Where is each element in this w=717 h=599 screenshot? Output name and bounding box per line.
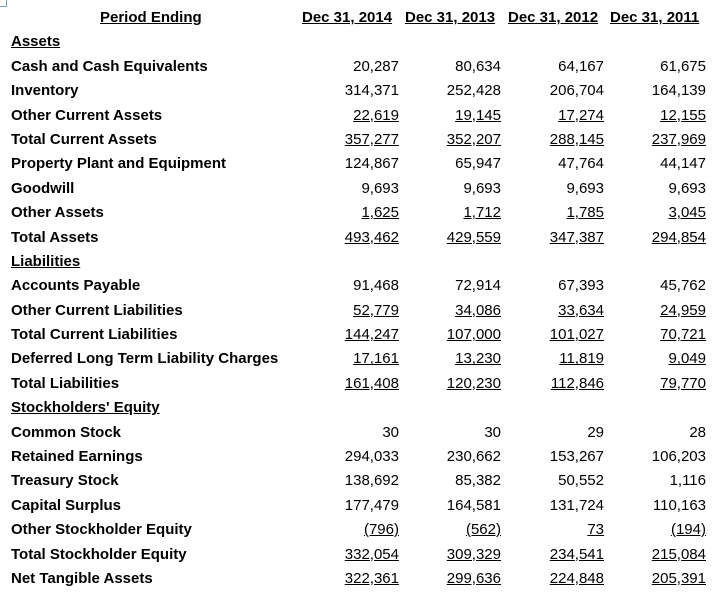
value-column-2014	[307, 372, 399, 396]
value-column-2011	[614, 274, 706, 298]
value-cell-2014: 177,479	[344, 496, 399, 514]
value-column-2012	[512, 518, 604, 542]
value-column-2012	[512, 79, 604, 103]
table-row	[0, 177, 717, 201]
value-column-2011	[614, 323, 706, 347]
row-label: Net Tangible Assets	[11, 569, 153, 587]
value-cell-2013: 164,581	[446, 496, 501, 514]
value-cell-2012: 50,552	[558, 472, 604, 490]
value-column-2013	[409, 274, 501, 298]
value-column-2013	[409, 567, 501, 591]
section-header-row	[0, 30, 717, 54]
value-cell-2011: 70,721	[660, 326, 706, 344]
value-column-2013	[409, 372, 501, 396]
value-column-2014	[307, 445, 399, 469]
value-column-2012	[512, 128, 604, 152]
value-column-2011	[614, 299, 706, 323]
value-cell-2011: 44,147	[660, 155, 706, 173]
value-cell-2011: 28	[689, 423, 706, 441]
value-column-2012	[512, 494, 604, 518]
row-label: Deferred Long Term Liability Charges	[11, 350, 279, 368]
value-column-2012	[512, 104, 604, 128]
value-column-2013	[409, 201, 501, 225]
value-column-2012	[512, 226, 604, 250]
value-cell-2013: 85,382	[455, 472, 501, 490]
table-row	[0, 494, 717, 518]
value-cell-2014: 20,287	[353, 57, 399, 75]
value-cell-2011: 79,770	[660, 374, 706, 392]
value-cell-2013: 107,000	[446, 326, 501, 344]
value-cell-2011: 294,854	[651, 228, 706, 246]
value-cell-2014: 124,867	[344, 155, 399, 173]
value-column-2011	[614, 152, 706, 176]
row-label: Total Current Assets	[11, 130, 157, 148]
table-row	[0, 421, 717, 445]
value-column-2014	[307, 347, 399, 371]
value-cell-2013: 13,230	[455, 350, 501, 368]
value-cell-2014: 9,693	[361, 179, 399, 197]
value-column-2011	[614, 347, 706, 371]
value-column-2014	[307, 543, 399, 567]
table-row	[0, 445, 717, 469]
value-column-2011	[614, 55, 706, 79]
value-cell-2012: 153,267	[549, 448, 604, 466]
value-cell-2013: 80,634	[455, 57, 501, 75]
value-column-2013	[409, 226, 501, 250]
period-header-2014: Dec 31, 2014	[302, 9, 393, 26]
value-column-2014	[307, 421, 399, 445]
value-column-2011	[614, 372, 706, 396]
value-cell-2012: 224,848	[549, 569, 604, 587]
row-label: Total Liabilities	[11, 374, 120, 392]
value-cell-2012: 33,634	[558, 301, 604, 319]
value-column-2014	[307, 79, 399, 103]
value-cell-2014: 52,779	[353, 301, 399, 319]
balance-sheet-table	[0, 6, 717, 591]
value-column-2014	[307, 567, 399, 591]
value-column-2014	[307, 274, 399, 298]
table-row	[0, 152, 717, 176]
value-cell-2011: 24,959	[660, 301, 706, 319]
value-column-2013	[409, 55, 501, 79]
table-row	[0, 274, 717, 298]
row-label: Total Current Liabilities	[11, 326, 178, 344]
value-cell-2012: 1,785	[566, 204, 604, 222]
value-column-2011	[614, 445, 706, 469]
value-column-2011	[614, 177, 706, 201]
value-cell-2014: 17,161	[353, 350, 399, 368]
table-row	[0, 299, 717, 323]
value-column-2012	[512, 567, 604, 591]
value-column-2012	[512, 55, 604, 79]
value-cell-2012: 9,693	[566, 179, 604, 197]
value-column-2013	[409, 421, 501, 445]
value-cell-2013: 252,428	[446, 82, 501, 100]
value-cell-2013: 309,329	[446, 545, 501, 563]
value-cell-2012: 131,724	[549, 496, 604, 514]
value-column-2011	[614, 226, 706, 250]
value-cell-2011: 110,163	[652, 496, 706, 514]
value-cell-2013: 299,636	[446, 569, 501, 587]
value-column-2012	[512, 274, 604, 298]
value-column-2012	[512, 445, 604, 469]
value-cell-2014: 22,619	[353, 106, 399, 124]
value-column-2013	[409, 494, 501, 518]
row-label: Retained Earnings	[11, 448, 143, 466]
value-cell-2014: (796)	[363, 521, 399, 539]
row-label: Property Plant and Equipment	[11, 155, 227, 173]
value-cell-2014: 161,408	[344, 374, 399, 392]
value-cell-2011: 237,969	[651, 130, 706, 148]
value-column-2014	[307, 128, 399, 152]
value-column-2014	[307, 55, 399, 79]
value-cell-2012: 11,819	[559, 350, 604, 368]
value-column-2012	[512, 347, 604, 371]
row-label: Total Stockholder Equity	[11, 545, 187, 563]
value-column-2013	[409, 347, 501, 371]
value-cell-2012: 47,764	[558, 155, 604, 173]
value-column-2014	[307, 518, 399, 542]
value-cell-2011: 106,203	[651, 448, 706, 466]
section-header-row	[0, 396, 717, 420]
value-cell-2012: 234,541	[549, 545, 604, 563]
value-column-2013	[409, 177, 501, 201]
table-row	[0, 469, 717, 493]
value-cell-2014: 91,468	[353, 277, 399, 295]
value-cell-2013: 19,145	[455, 106, 501, 124]
value-cell-2011: 3,045	[668, 204, 706, 222]
value-column-2013	[409, 104, 501, 128]
value-column-2012	[512, 372, 604, 396]
value-cell-2012: 112,846	[550, 374, 604, 392]
value-cell-2011: 45,762	[660, 277, 706, 295]
value-cell-2014: 357,277	[344, 130, 399, 148]
value-column-2012	[512, 543, 604, 567]
value-cell-2012: 288,145	[549, 130, 604, 148]
value-cell-2014: 493,462	[344, 228, 399, 246]
value-column-2014	[307, 323, 399, 347]
table-row	[0, 104, 717, 128]
value-column-2013	[409, 543, 501, 567]
period-header-2011: Dec 31, 2011	[610, 9, 700, 26]
period-ending-header: Period Ending	[100, 9, 202, 26]
value-column-2014	[307, 494, 399, 518]
value-column-2013	[409, 79, 501, 103]
value-cell-2011: (194)	[670, 521, 706, 539]
value-cell-2013: (562)	[465, 521, 501, 539]
table-row	[0, 201, 717, 225]
value-column-2014	[307, 201, 399, 225]
value-cell-2014: 332,054	[344, 545, 399, 563]
section-header-row	[0, 250, 717, 274]
period-header-2013: Dec 31, 2013	[405, 9, 496, 26]
value-column-2014	[307, 104, 399, 128]
table-row	[0, 567, 717, 591]
value-column-2013	[409, 152, 501, 176]
section-label: Assets	[11, 33, 61, 51]
value-column-2012	[512, 152, 604, 176]
value-cell-2014: 30	[382, 423, 399, 441]
value-column-2012	[512, 299, 604, 323]
section-label: Liabilities	[11, 252, 81, 270]
row-label: Goodwill	[11, 179, 75, 197]
row-label: Common Stock	[11, 423, 122, 441]
value-column-2014	[307, 177, 399, 201]
table-row	[0, 226, 717, 250]
value-column-2012	[512, 177, 604, 201]
value-column-2013	[409, 518, 501, 542]
value-cell-2011: 1,116	[669, 472, 706, 490]
value-column-2011	[614, 469, 706, 493]
row-label: Other Current Liabilities	[11, 301, 183, 319]
value-column-2014	[307, 152, 399, 176]
value-column-2012	[512, 469, 604, 493]
row-label: Other Current Assets	[11, 106, 163, 124]
value-column-2011	[614, 104, 706, 128]
value-cell-2012: 64,167	[558, 57, 604, 75]
table-row	[0, 372, 717, 396]
value-cell-2012: 67,393	[558, 277, 604, 295]
value-cell-2013: 9,693	[463, 179, 501, 197]
value-column-2011	[614, 79, 706, 103]
value-column-2011	[614, 494, 706, 518]
value-cell-2013: 72,914	[455, 277, 501, 295]
table-row	[0, 347, 717, 371]
value-cell-2012: 73	[587, 521, 604, 539]
row-label: Cash and Cash Equivalents	[11, 57, 208, 75]
table-row	[0, 55, 717, 79]
value-column-2011	[614, 518, 706, 542]
value-cell-2013: 30	[484, 423, 501, 441]
value-cell-2013: 65,947	[455, 155, 501, 173]
value-cell-2011: 215,084	[651, 545, 706, 563]
value-cell-2013: 1,712	[463, 204, 501, 222]
value-cell-2013: 120,230	[446, 374, 501, 392]
value-column-2011	[614, 567, 706, 591]
value-cell-2014: 314,371	[344, 82, 399, 100]
value-column-2014	[307, 469, 399, 493]
value-cell-2011: 164,139	[651, 82, 706, 100]
value-cell-2012: 29	[587, 423, 604, 441]
value-cell-2013: 230,662	[446, 448, 501, 466]
value-column-2011	[614, 543, 706, 567]
section-label: Stockholders' Equity	[11, 399, 160, 417]
value-cell-2012: 206,704	[549, 82, 604, 100]
value-cell-2014: 144,247	[344, 326, 399, 344]
value-cell-2012: 347,387	[549, 228, 604, 246]
table-row	[0, 518, 717, 542]
value-cell-2014: 1,625	[361, 204, 399, 222]
value-column-2011	[614, 201, 706, 225]
row-label: Accounts Payable	[11, 277, 141, 295]
table-row	[0, 128, 717, 152]
row-label: Treasury Stock	[11, 472, 119, 490]
value-cell-2011: 12,155	[660, 106, 706, 124]
header-row	[0, 6, 717, 30]
value-column-2014	[307, 299, 399, 323]
table-row	[0, 79, 717, 103]
value-cell-2013: 352,207	[446, 130, 501, 148]
value-cell-2011: 61,675	[660, 57, 706, 75]
value-column-2014	[307, 226, 399, 250]
value-cell-2011: 205,391	[651, 569, 706, 587]
row-label: Inventory	[11, 82, 79, 100]
row-label: Other Assets	[11, 204, 104, 222]
value-column-2013	[409, 445, 501, 469]
value-cell-2012: 101,027	[549, 326, 604, 344]
value-cell-2011: 9,693	[668, 179, 706, 197]
table-body	[0, 30, 717, 591]
value-cell-2014: 294,033	[344, 448, 399, 466]
value-column-2011	[614, 421, 706, 445]
value-cell-2011: 9,049	[668, 350, 706, 368]
row-label: Other Stockholder Equity	[11, 521, 192, 539]
table-row	[0, 323, 717, 347]
value-column-2012	[512, 421, 604, 445]
value-column-2013	[409, 469, 501, 493]
value-column-2013	[409, 299, 501, 323]
period-header-2012: Dec 31, 2012	[508, 9, 599, 26]
table-row	[0, 543, 717, 567]
value-column-2011	[614, 128, 706, 152]
value-cell-2013: 34,086	[455, 301, 501, 319]
value-column-2013	[409, 128, 501, 152]
value-column-2012	[512, 323, 604, 347]
value-column-2013	[409, 323, 501, 347]
value-cell-2013: 429,559	[446, 228, 501, 246]
row-label: Total Assets	[11, 228, 99, 246]
value-column-2012	[512, 201, 604, 225]
value-cell-2014: 138,692	[344, 472, 399, 490]
row-label: Capital Surplus	[11, 496, 122, 514]
value-cell-2014: 322,361	[344, 569, 399, 587]
value-cell-2012: 17,274	[558, 106, 604, 124]
